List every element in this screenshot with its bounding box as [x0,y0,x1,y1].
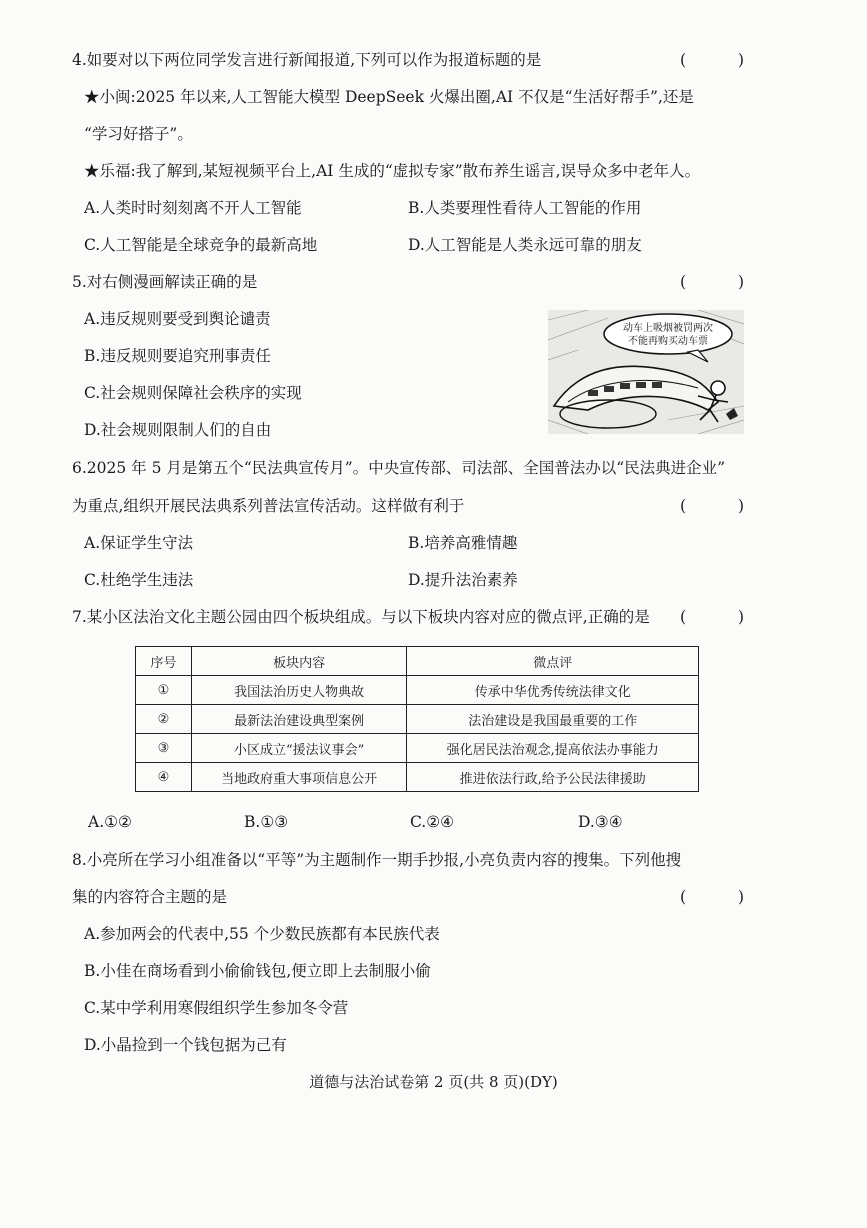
q4-option-d: D.人工智能是人类永远可靠的朋友 [408,236,642,254]
q7-option-d: D.③④ [578,813,623,831]
q5-option-d: D.社会规则限制人们的自由 [84,421,272,439]
q8-stem: 8.小亮所在学习小组准备以“平等”为主题制作一期手抄报,小亮负责内容的搜集。下列他搜 [72,851,682,869]
q7-option-a: A.①② [88,813,132,831]
q5-stem: 5.对右侧漫画解读正确的是 [72,273,258,291]
q4-option-b: B.人类要理性看待人工智能的作用 [408,199,642,217]
table-cell: 小区成立“援法议事会” [191,734,407,763]
table-cell: ③ [136,734,192,763]
q5-answer-paren: ( ) [680,273,744,291]
q4-option-c: C.人工智能是全球竞争的最新高地 [84,236,318,254]
train-smoking-cartoon [548,310,744,434]
q4-option-a: A.人类时时刻刻离不开人工智能 [84,199,302,217]
q4-statement-2: ★乐福:我了解到,某短视频平台上,AI 生成的“虚拟专家”散布养生谣言,误导众多中老年人。 [84,162,701,180]
table-header: 板块内容 [191,647,407,676]
cartoon-caption-line-2: 不能再购买动车票 [628,336,708,347]
table-cell: 法治建设是我国最重要的工作 [407,705,699,734]
q8-option-c: C.某中学利用寒假组织学生参加冬令营 [84,999,349,1017]
q8-option-a: A.参加两会的代表中,55 个少数民族都有本民族代表 [84,925,440,943]
q6-stem-cont: 为重点,组织开展民法典系列普法宣传活动。这样做有利于 [72,497,465,515]
cartoon-caption-line-1: 动车上吸烟被罚两次 [623,323,713,334]
q8-option-d: D.小晶捡到一个钱包据为己有 [84,1036,287,1054]
q5-option-a: A.违反规则要受到舆论谴责 [84,310,271,328]
q8-answer-paren: ( ) [680,888,744,906]
table-cell: 当地政府重大事项信息公开 [191,763,407,792]
q7-stem: 7.某小区法治文化主题公园由四个板块组成。与以下板块内容对应的微点评,正确的是 [72,608,650,626]
table-cell: 我国法治历史人物典故 [191,676,407,705]
q8-option-b: B.小佳在商场看到小偷偷钱包,便立即上去制服小偷 [84,962,431,980]
park-sections-table [135,646,699,792]
table-cell: 推进依法行政,给予公民法律援助 [407,763,699,792]
q8-stem-cont: 集的内容符合主题的是 [72,888,228,906]
q6-option-a: A.保证学生守法 [84,534,194,552]
q7-option-c: C.②④ [410,813,455,831]
table-cell: 强化居民法治观念,提高依法办事能力 [407,734,699,763]
table-cell: ④ [136,763,192,792]
table-header: 微点评 [407,647,699,676]
q6-answer-paren: ( ) [680,497,744,515]
table-header: 序号 [136,647,192,676]
table-cell: 最新法治建设典型案例 [191,705,407,734]
q6-option-b: B.培养高雅情趣 [408,534,518,552]
table-cell: 传承中华优秀传统法律文化 [407,676,699,705]
table-cell: ② [136,705,192,734]
q7-option-b: B.①③ [244,813,289,831]
q5-option-b: B.违反规则要追究刑事责任 [84,347,271,365]
table-row [136,676,699,705]
q4-stem: 4.如要对以下两位同学发言进行新闻报道,下列可以作为报道标题的是 [72,51,542,69]
page-footer: 道德与法治试卷第 2 页(共 8 页)(DY) [309,1073,558,1091]
q6-stem: 6.2025 年 5 月是第五个“民法典宣传月”。中央宣传部、司法部、全国普法办以“民法典进企业” [72,459,726,477]
q4-statement-1: ★小闽:2025 年以来,人工智能大模型 DeepSeek 火爆出圈,AI 不仅是“生活好帮手”,还是 [84,88,694,106]
q6-option-c: C.杜绝学生违法 [84,571,194,589]
table-header-row [136,647,699,676]
q4-answer-paren: ( ) [680,51,744,69]
table-row [136,705,699,734]
q6-option-d: D.提升法治素养 [408,571,518,589]
table-row [136,763,699,792]
q5-option-c: C.社会规则保障社会秩序的实现 [84,384,302,402]
table-row [136,734,699,763]
table-cell: ① [136,676,192,705]
q4-statement-1-cont: “学习好搭子”。 [84,125,193,143]
speech-bubble [604,314,732,354]
q7-answer-paren: ( ) [680,608,744,626]
